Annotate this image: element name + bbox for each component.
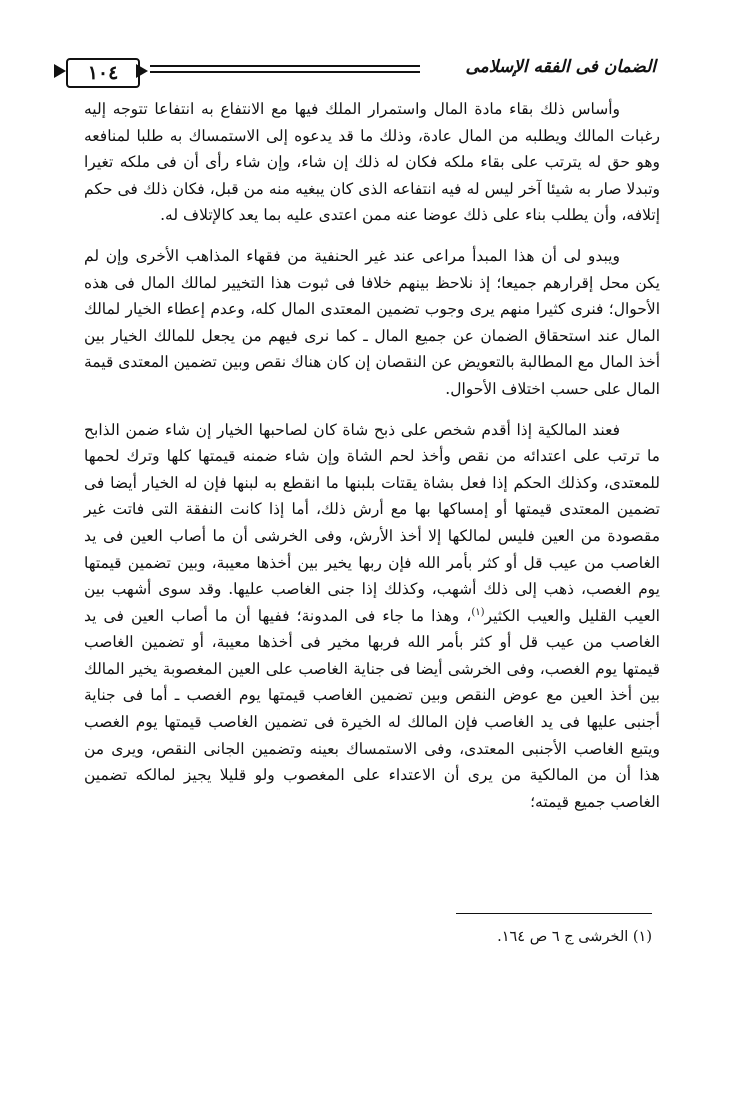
footnote-separator: [456, 913, 652, 914]
header-ornament-left: [54, 64, 66, 78]
paragraph-3: [84, 417, 660, 816]
footnote-marker: (١): [471, 606, 485, 618]
paragraph-2: [84, 243, 660, 403]
paragraph-3-text-before-note: فعند المالكية إذا أقدم شخص على ذبح شاة كان لصاحبها الخيار إن شاء ضمن الذابح ما ترتب على اعتدائه من نقص وأخذ لحم الشاة وإن شاء ضمنه قيمتها كلها وترك لحمها للمعتدى، وكذلك الحكم إذا فعل بشاة يقتات بلبنها ما انقطع به لبنها فإن له الخيار أيضا فى تضمين المعتدى قيمتها أو إمساكها بها مع أرش ذلك، أما إذا كانت النفقة التى فاتت غير مقصودة من العين فليس لمالكها إلا أخذ الأرش، وفى الخرشى أن ما أصاب العين فى يد الغاصب من عيب قل أو كثر بأمر الله فإن ربها يخير بين أخذها معيبة، وبين تضمين قيمتها يوم الغصب، ذهب إلى ذلك أشهب، وكذلك إذا جنى الغاصب عليها. وقد سوى أشهب بين العيب القليل والعيب الكثير: [84, 420, 660, 625]
body-text: [84, 96, 660, 815]
footnote: (١) الخرشى ج ٦ ص ١٦٤.: [497, 929, 652, 945]
running-title: الضمان فى الفقه الإسلامى: [465, 57, 656, 77]
paragraph-1-text: وأساس ذلك بقاء مادة المال واستمرار الملك فيها مع الانتفاع به انتفاعا تتوجه إليه رغبات المالك ويطلبه من المال عادة، وذلك ما قد يدعوه إلى الاستمساك به طلبا لمنافعه وهو حق له يترتب على بقاء ملكه فكان له ذلك إن شاء، وإن شاء رأى أن فى ملكه تغيرا وتبدلا صار به شيئا آخر ليس له فيه انتفاعه الذى كان يبغيه منه من قبل، فكان ذلك فى حكم إتلافه، وأن يطلب بناء على ذلك عوضا عنه ممن اعتدى عليه بما يعد كالإتلاف له.: [84, 100, 660, 225]
page-header: [66, 54, 656, 90]
page-number: ١٠٤: [66, 58, 140, 88]
header-double-rule: [150, 65, 420, 73]
paragraph-3-text-after-note: ، وهذا ما جاء فى المدونة؛ ففيها أن ما أصاب العين فى يد الغاصب من عيب قل أو كثر بأمر الله فربها مخير فى أخذها معيبة، أو تضمين الغاصب قيمتها يوم الغصب، وفى الخرشى أيضا فى جناية الغاصب على العين المغصوبة يخير المالك بين أخذ العين مع عوض النقص وبين تضمين الغاصب قيمتها يوم الغصب ـ أما فى جناية أجنبى عليها فى يد الغاصب فإن المالك له الخيرة فى تضمين الغاصب قيمتها يوم الغصب ويتبع الغاصب الأجنبى المعتدى، وفى الاستمساك بعينه وتضمين الجانى النقص، ويرى من هذا أن من المالكية من يرى أن الاعتداء على المغصوب ولو قليلا يجيز لمالكه تضمين الغاصب جميع قيمته؛: [84, 606, 660, 811]
paragraph-1: [84, 96, 660, 229]
paragraph-2-text: ويبدو لى أن هذا المبدأ مراعى عند غير الحنفية من فقهاء المذاهب الأخرى وإن لم يكن محل إقرارهم جميعا؛ إذ نلاحظ بينهم خلافا فى ثبوت هذا التخيير لمالك المال فى هذه الأحوال؛ فنرى كثيرا منهم يرى وجوب تضمين المعتدى المال كله، وعدم إعطاء الخيار لمالك المال عند استحقاق الضمان عن جميع المال ـ كما نرى فيهم من يجعل للمالك الخيار بين أخذ المال مع المطالبة بالتعويض عن النقصان إن كان هناك نقص وبين تضمين المعتدى قيمة المال على حسب اختلاف الأحوال.: [84, 246, 660, 398]
header-ornament-right: [136, 64, 148, 78]
